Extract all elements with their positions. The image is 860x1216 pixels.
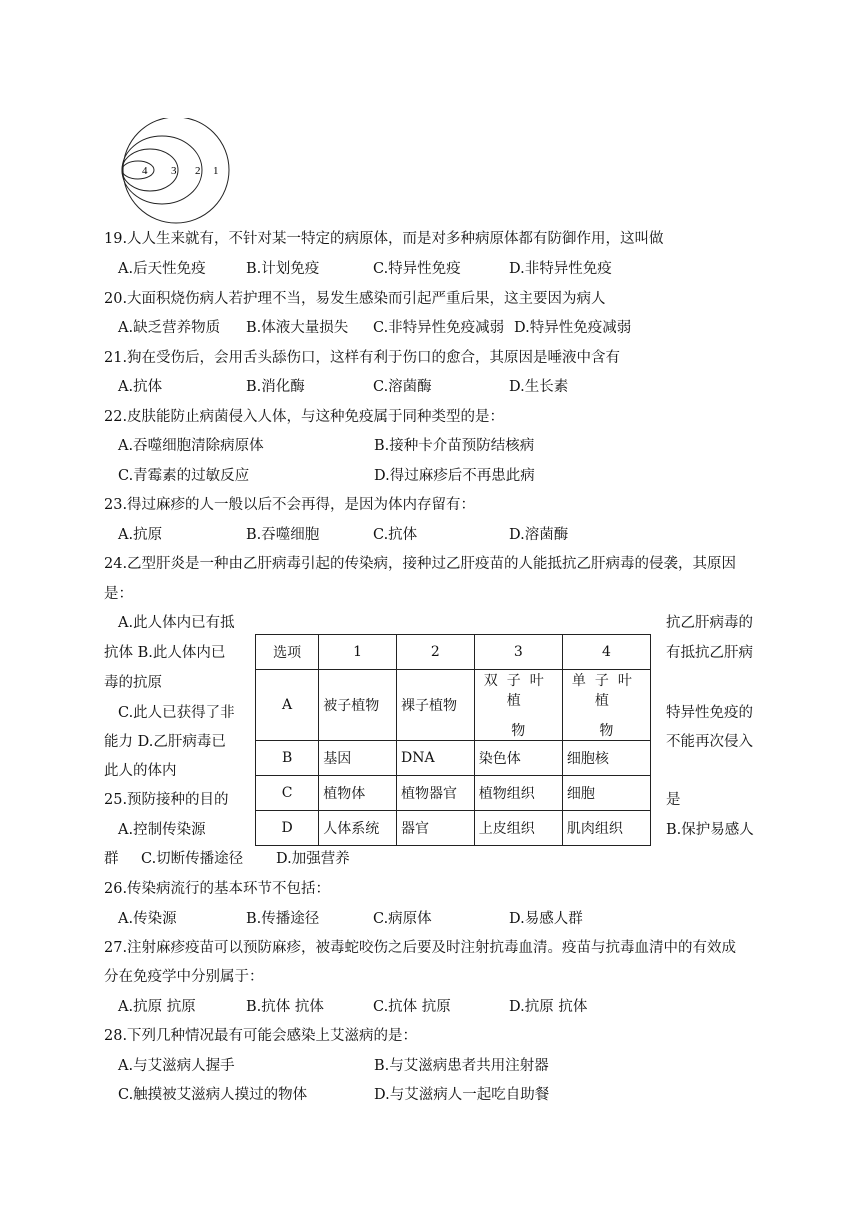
q27-option-d: D.抗原 抗体 (509, 999, 588, 1015)
table-cell: 肌肉组织 (562, 811, 650, 846)
q25-stem: 25.预防接种的目的 (104, 792, 229, 808)
q27-stem-line1: 27.注射麻疹疫苗可以预防麻疹，被毒蛇咬伤之后要及时注射抗毒血清。疫苗与抗毒血清中的有效成 (104, 940, 737, 956)
table-cell: D (256, 811, 319, 846)
q26-stem: 26.传染病流行的基本环节不包括： (104, 881, 331, 897)
label-3: 3 (171, 165, 177, 177)
table-cell: C (256, 776, 319, 811)
q26-option-b: B.传播途径 (246, 911, 320, 927)
q24-left-line1: A.此人体内已有抵 (118, 615, 235, 631)
q28-stem: 28.下列几种情况最有可能会感染上艾滋病的是： (104, 1028, 418, 1044)
table-header-cell: 3 (474, 635, 562, 670)
q21-option-a: A.抗体 (118, 379, 163, 395)
q19-option-c: C.特异性免疫 (373, 261, 461, 277)
q22-option-a: A.吞噬细胞清除病原体 (118, 438, 264, 454)
label-2: 2 (195, 165, 201, 177)
q20-option-d: D.特异性免疫减弱 (514, 320, 632, 336)
q20-option-c: C.非特异性免疫减弱 (373, 320, 505, 336)
q27-stem-line2: 分在免疫学中分别属于： (104, 969, 264, 985)
q27-option-b: B.抗体 抗体 (246, 999, 324, 1015)
table-cell: 细胞核 (562, 741, 650, 776)
label-1: 1 (213, 165, 219, 177)
q23-option-b: B.吞噬细胞 (246, 527, 320, 543)
q25-stem-right: 是 (666, 792, 681, 808)
table-cell-line: 物 (511, 723, 526, 739)
q20-option-b: B.体液大量损失 (246, 320, 349, 336)
q26-option-c: C.病原体 (373, 911, 432, 927)
q26-option-a: A.传染源 (118, 911, 177, 927)
table-cell: 裸子植物 (396, 670, 474, 741)
q25-option-b-cont: 群 (104, 851, 119, 867)
q24-stem-line2: 是： (104, 586, 133, 602)
table-cell (562, 670, 650, 741)
table-cell-line: 物 (599, 723, 614, 739)
q24-left-line3: 毒的抗原 (104, 675, 162, 691)
table-cell: 染色体 (474, 741, 562, 776)
q27-option-a: A.抗原 抗原 (118, 999, 196, 1015)
q23-option-d: D.溶菌酶 (509, 527, 569, 543)
table-cell (474, 670, 562, 741)
table-header-row (256, 635, 651, 670)
q19-option-d: D.非特异性免疫 (509, 261, 612, 277)
table-cell: 细胞 (562, 776, 650, 811)
q20-stem: 20.大面积烧伤病人若护理不当，易发生感染而引起严重后果，这主要因为病人 (104, 291, 606, 307)
q25-option-d: D.加强营养 (276, 851, 350, 867)
table-row (256, 811, 651, 846)
q28-option-b: B.与艾滋病患者共用注射器 (374, 1058, 549, 1074)
q26-option-d: D.易感人群 (509, 911, 583, 927)
table-row (256, 776, 651, 811)
q24-stem-line1: 24.乙型肝炎是一种由乙肝病毒引起的传染病，接种过乙肝疫苗的人能抵抗乙肝病毒的侵袭，其原因 (104, 556, 737, 572)
table-cell: A (256, 670, 319, 741)
table-row (256, 670, 651, 741)
q28-option-c: C.触摸被艾滋病人摸过的物体 (118, 1087, 308, 1103)
table-cell: 植物器官 (396, 776, 474, 811)
options-table (255, 634, 651, 846)
q22-option-b: B.接种卡介苗预防结核病 (374, 438, 535, 454)
q22-option-c: C.青霉素的过敏反应 (118, 468, 250, 484)
table-cell: 器官 (396, 811, 474, 846)
q24-right-line5: 不能再次侵入 (666, 734, 753, 750)
circle-2 (122, 136, 202, 204)
table-cell: 基因 (319, 741, 397, 776)
q24-left-line2: 抗体 B.此人体内已 (104, 645, 226, 661)
q24-left-line5: 能力 D.乙肝病毒已 (104, 734, 226, 750)
q22-option-d: D.得过麻疹后不再患此病 (374, 468, 535, 484)
q24-right-line2: 有抵抗乙肝病 (666, 645, 753, 661)
q22-stem: 22.皮肤能防止病菌侵入人体，与这种免疫属于同种类型的是： (104, 409, 505, 425)
circle-4 (122, 161, 154, 179)
table-cell-line: 单子叶植 (571, 673, 641, 709)
table-cell: 上皮组织 (474, 811, 562, 846)
q27-option-c: C.抗体 抗原 (373, 999, 451, 1015)
q24-right-line4: 特异性免疫的 (666, 705, 753, 721)
label-4: 4 (142, 165, 148, 177)
q23-stem: 23.得过麻疹的人一般以后不会再得，是因为体内存留有： (104, 497, 476, 513)
table-cell: 被子植物 (319, 670, 397, 741)
q23-option-c: C.抗体 (373, 527, 418, 543)
table-header-cell: 选项 (256, 635, 319, 670)
q19-stem: 19.人人生来就有，不针对某一特定的病原体，而是对多种病原体都有防御作用，这叫做 (104, 231, 664, 247)
table-cell: DNA (396, 741, 474, 776)
q21-stem: 21.狗在受伤后，会用舌头舔伤口，这样有利于伤口的愈合，其原因是唾液中含有 (104, 350, 621, 366)
q19-option-a: A.后天性免疫 (118, 261, 206, 277)
q25-option-b: B.保护易感人 (666, 822, 754, 838)
table-row (256, 741, 651, 776)
q21-option-c: C.溶菌酶 (373, 379, 432, 395)
table-cell: 植物组织 (474, 776, 562, 811)
nested-circles-diagram (116, 118, 236, 228)
table-cell: B (256, 741, 319, 776)
circle-3 (122, 149, 178, 191)
q28-option-d: D.与艾滋病人一起吃自助餐 (374, 1087, 550, 1103)
q24-left-line4: C.此人已获得了非 (118, 705, 235, 721)
q20-option-a: A.缺乏营养物质 (118, 320, 221, 336)
table-header-cell: 4 (562, 635, 650, 670)
q24-right-line1: 抗乙肝病毒的 (666, 615, 753, 631)
table-cell: 人体系统 (319, 811, 397, 846)
q21-option-d: D.生长素 (509, 379, 569, 395)
q24-left-line6: 此人的体内 (104, 763, 177, 779)
q21-option-b: B.消化酶 (246, 379, 305, 395)
q25-option-c: C.切断传播途径 (141, 851, 244, 867)
table-cell-line: 双子叶植 (483, 673, 553, 709)
q19-option-b: B.计划免疫 (246, 261, 320, 277)
table-header-cell: 1 (319, 635, 397, 670)
q25-option-a: A.控制传染源 (118, 822, 206, 838)
table-header-cell: 2 (396, 635, 474, 670)
q23-option-a: A.抗原 (118, 527, 163, 543)
q28-option-a: A.与艾滋病人握手 (118, 1058, 235, 1074)
table-cell: 植物体 (319, 776, 397, 811)
